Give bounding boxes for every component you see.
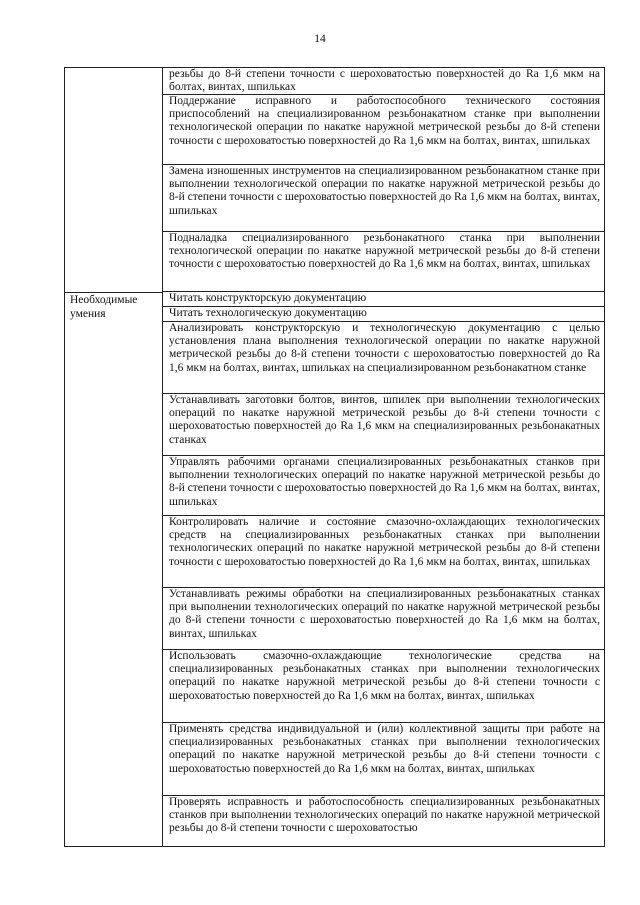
table-row: Применять средства индивидуальной и (или) коллективной защиты при работе на специализированных резьбонакатных станках при выполнении технологических операций по накатке наружной метрической резьбы до 8-й степени точности с шероховатостью поверхностей до Ra 1,6 мкм на болтах, винтах, шпильках [163, 723, 604, 796]
section-divider [65, 292, 162, 293]
table-row: Управлять рабочими органами специализированных резьбонакатных станков при выполнении технологических операций по накатке наружной метрической резьбы до 8-й степени точности с шероховатостью поверхностей до Ra 1,6 мкм на болтах, винтах, шпильках [163, 456, 604, 516]
section-label-line2: умения [70, 308, 106, 320]
requirements-table [64, 67, 605, 847]
table-row: Подналадка специализированного резьбонакатного станка при выполнении технологической операции по накатке наружной метрической резьбы до 8-й степени точности с шероховатостью поверхностей до Ra 1,6 мкм на болтах, винтах, шпильках [163, 232, 604, 292]
table-row: Устанавливать режимы обработки на специализированных резьбонакатных станках при выполнении технологических операций по накатке наружной метрической резьбы до 8-й степени точности с шероховатостью поверхностей до Ra 1,6 мкм на болтах, винтах, шпильках [163, 588, 604, 650]
table-row: резьбы до 8-й степени точности с шероховатостью поверхностей до Ra 1,6 мкм на болтах, винтах, шпильках [163, 68, 604, 95]
table-row: Анализировать конструкторскую и технологическую документацию с целью установления плана выполнения технологической операции по накатке наружной метрической резьбы до 8-й степени точности с шероховатостью поверхностей до Ra 1,6 мкм на болтах, винтах, шпильках на специализированном резьбонакатном станке [163, 322, 604, 394]
table-row: Читать конструкторскую документацию [163, 292, 604, 307]
table-row: Поддержание исправного и работоспособного технического состояния приспособлений на специализированном резьбонакатном станке при выполнении технологической операции по накатке наружной метрической резьбы до 8-й степени точности с шероховатостью поверхностей до Ra 1,6 мкм на болтах, винтах, шпильках [163, 95, 604, 165]
table-row: Контролировать наличие и состояние смазочно-охлаждающих технологических средств на специализированных резьбонакатных станках при выполнении технологических операций по накатке наружной метрической резьбы до 8-й степени точности с шероховатостью поверхностей до Ra 1,6 мкм на болтах, винтах, шпильках [163, 516, 604, 588]
table-row: Использовать смазочно-охлаждающие технологические средства на специализированных резьбонакатных станках при выполнении технологических операций по накатке наружной метрической резьбы до 8-й степени точности с шероховатостью поверхностей до Ra 1,6 мкм на болтах, винтах, шпильках [163, 650, 604, 723]
table-row: Замена изношенных инструментов на специализированном резьбонакатном станке при выполнении технологической операции по накатке наружной метрической резьбы до 8-й степени точности с шероховатостью поверхностей до Ra 1,6 мкм на болтах, винтах, шпильках [163, 165, 604, 232]
table-row: Читать технологическую документацию [163, 307, 604, 322]
table-row: Устанавливать заготовки болтов, винтов, шпилек при выполнении технологических операций по накатке наружной метрической резьбы до 8-й степени точности с шероховатостью поверхностей до Ra 1,6 мкм на специализированных резьбонакатных станках [163, 394, 604, 456]
page-number: 14 [314, 33, 326, 45]
section-label-line1: Необходимые [70, 294, 138, 306]
table-row: Проверять исправность и работоспособность специализированных резьбонакатных станков при выполнении технологических операций по накатке наружной метрической резьбы до 8-й степени точности с шероховатостью [169, 796, 600, 835]
right-column [163, 68, 604, 846]
left-column [65, 68, 163, 846]
